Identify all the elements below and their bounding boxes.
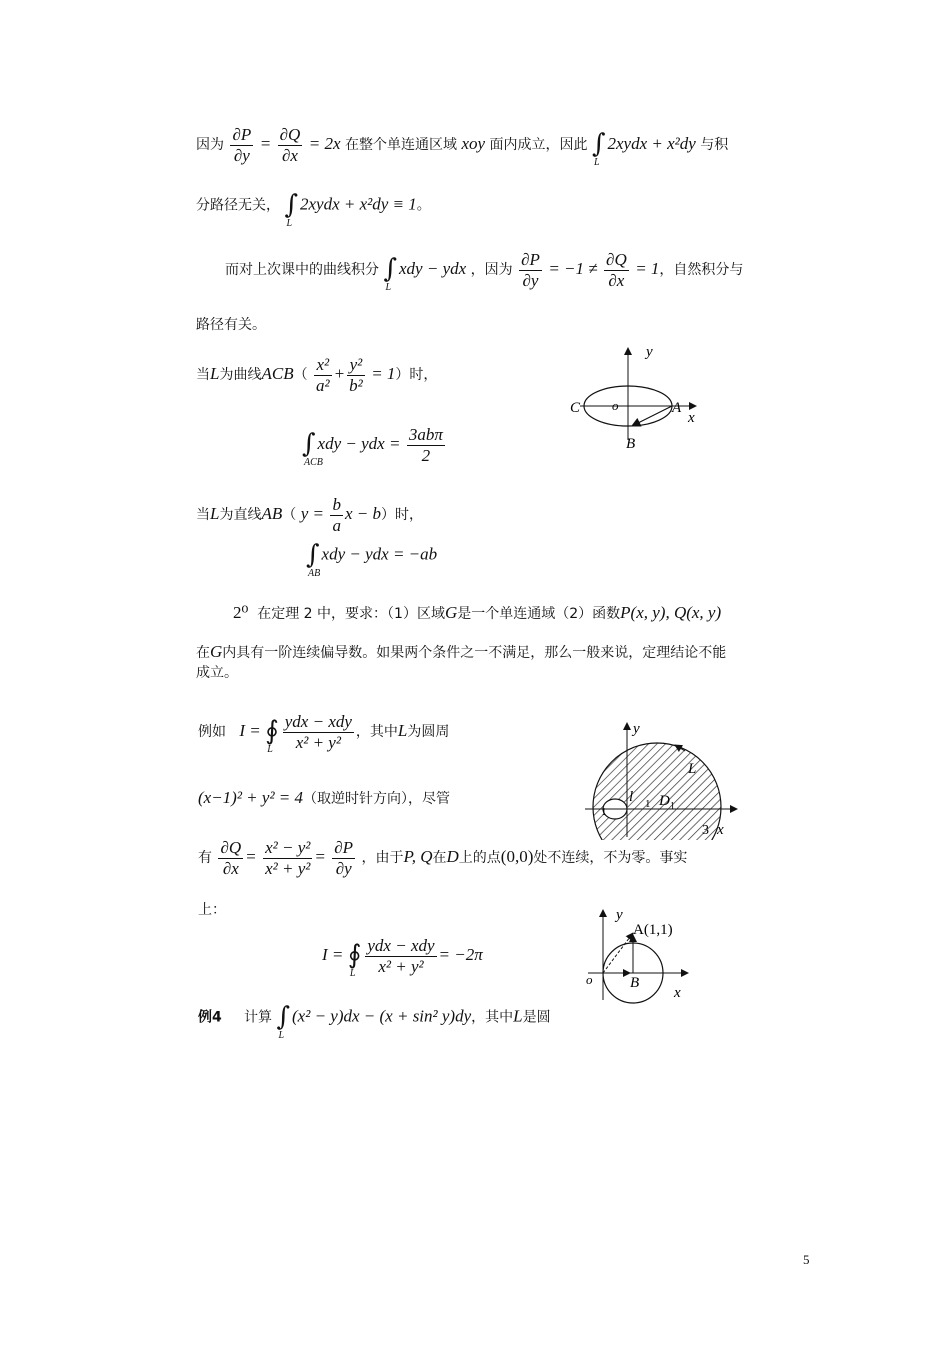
label-minus-one: 1 [601, 806, 607, 818]
label-y: y [646, 344, 653, 360]
integral-sign: ∫ L [591, 129, 606, 169]
frac-den: b² [349, 375, 363, 395]
label-d1-sub: 1 [670, 801, 675, 812]
integral-sub: L [349, 968, 356, 980]
integral-sign: ∫ L [276, 1002, 291, 1041]
text: 为曲线 [219, 367, 262, 384]
math: xoy [461, 134, 486, 154]
label-b: B [626, 436, 636, 452]
text: 与积 [700, 137, 729, 154]
math: xdy − ydx [399, 259, 467, 279]
math: P, Q [403, 847, 433, 867]
example-line-2 [198, 788, 450, 808]
contour-integral-sign: ∮ L [347, 940, 362, 980]
math: y = [300, 504, 324, 524]
math: L [210, 364, 220, 384]
text: 因为 [196, 137, 224, 154]
text: 当 [196, 367, 210, 384]
text: ）时， [380, 507, 423, 524]
text: 在整个单连通区域 [345, 137, 458, 154]
example-line-1 [198, 712, 450, 756]
label-one: 1 [645, 798, 651, 810]
math: xdy − ydx = −ab [321, 544, 438, 564]
frac-den: a² [316, 375, 330, 395]
text: 分路径无关， [196, 197, 280, 214]
math: = −2π [438, 945, 483, 965]
integral-sub: L [286, 218, 293, 229]
text: 是圆 [522, 1009, 551, 1026]
math: xdy − ydx = [317, 434, 401, 454]
line-1: 因为 $\frac{\partial P}{\partial y}$ = $\frac{\partial Q}{\partial x}$ = 2x 在整个单连通区域 xoy 面内成立，因此 ∫ L 2xydx + x²dy 与积 [196, 125, 729, 169]
integral-sub: ACB [304, 457, 323, 469]
frac-num: ∂Q [606, 250, 627, 269]
math: L [397, 721, 408, 741]
frac-num: ydx − xdy [367, 936, 435, 955]
math: ACB [261, 364, 294, 384]
frac-den: 2 [421, 445, 431, 465]
frac-num: ∂Q [279, 125, 301, 144]
text: 为圆周 [407, 724, 450, 741]
math: AB [261, 504, 283, 524]
text: 当 [196, 507, 210, 524]
text: 在 [432, 850, 447, 867]
math: D [446, 847, 459, 867]
note-line-1 [233, 603, 721, 623]
text: 是一个单连通域（2）函数 [457, 606, 621, 622]
case-1-formula [302, 425, 447, 469]
integral-sub: L [267, 744, 273, 756]
label-c: C [570, 400, 581, 416]
integral-sign: ∫ AB [306, 540, 321, 579]
text: 面内成立，因此 [489, 137, 588, 154]
frac-num: ∂P [521, 250, 540, 269]
math: (x² − y)dx − (x + sin² y)dy [292, 1006, 472, 1026]
example-line-4: 上： [198, 902, 226, 918]
math: G [444, 603, 458, 622]
frac-den: a [332, 515, 341, 535]
integral-sign: ∫ L [284, 190, 298, 229]
integral-sub: L [593, 157, 600, 169]
text: ，其中 [471, 1009, 514, 1026]
math: (x−1)² + y² = 4 [198, 788, 304, 807]
math: I = [239, 721, 261, 741]
page-number: 5 [803, 1252, 810, 1267]
text: 不为零。事实 [603, 850, 688, 867]
math: G [210, 642, 223, 661]
math: 2xydx + x²dy [607, 134, 696, 154]
label-b: B [630, 975, 640, 991]
text: 上的点 [458, 850, 501, 867]
text: （取逆时针方向），尽管 [303, 791, 451, 807]
label-a: A(1,1) [633, 922, 673, 938]
case-2-line [196, 495, 423, 535]
case-1-line [196, 355, 437, 395]
circle-region-figure [575, 715, 755, 840]
frac-num: ∂P [334, 838, 354, 857]
label-x: x [717, 822, 724, 838]
text: 。 [416, 197, 431, 214]
frac-num: ydx − xdy [284, 712, 352, 731]
frac-num: x² − y² [265, 838, 311, 857]
text: 有 [198, 850, 212, 867]
note-line-2 [196, 642, 726, 662]
frac-den: ∂y [233, 145, 250, 165]
note-line-3: 成立。 [196, 665, 238, 681]
frac-den: ∂y [522, 270, 539, 290]
frac-den: ∂x [222, 858, 239, 878]
frac-num: 3abπ [408, 425, 443, 444]
math: x − b [344, 504, 381, 524]
label-three: 3 [702, 823, 709, 838]
text: 而对上次课中的曲线积分 [225, 262, 379, 279]
math: P(x, y), Q(x, y) [620, 603, 722, 622]
example-4-line [198, 1002, 551, 1041]
text: ，因为 [470, 262, 513, 279]
label-x: x [674, 985, 681, 1001]
math: + [333, 364, 346, 384]
text: 处不连续， [533, 850, 604, 867]
text: ，由于 [361, 850, 404, 867]
math: L [210, 504, 220, 524]
text: ，其中 [355, 724, 398, 741]
text: 内具有一阶连续偏导数。如果两个条件之一不满足，那么一般来说，定理结论不能 [222, 645, 727, 661]
text: 计算 [244, 1009, 273, 1026]
label-curve-l: L [688, 761, 697, 777]
text: ）时， [395, 367, 438, 384]
label-y: y [616, 907, 623, 923]
math: 2xydx + x²dy ≡ 1 [300, 194, 417, 214]
label-l: l [629, 789, 634, 805]
circle-point-figure [578, 905, 698, 1005]
line-4: 路径有关。 [196, 317, 266, 333]
frac-den: ∂y [335, 858, 352, 878]
frac-num: y² [347, 355, 365, 376]
integral-sign: ∫ L [383, 254, 397, 294]
line-3 [225, 250, 744, 294]
math: = 2x [308, 134, 341, 154]
integral-sub: L [385, 282, 392, 294]
label-y: y [633, 721, 640, 737]
segment-oa [603, 933, 633, 973]
text: 例4 [198, 1009, 222, 1026]
frac-num: ∂P [232, 125, 252, 144]
label-d1: D [659, 793, 670, 809]
label-o: o [586, 972, 593, 987]
text: ，自然积分与 [659, 262, 744, 279]
frac-den: x² + y² [295, 732, 341, 752]
math: L [513, 1006, 523, 1026]
integral-sign: ∫ ACB [302, 429, 323, 469]
contour-integral-sign: ∮ L [265, 716, 279, 756]
math: (0,0) [500, 847, 534, 867]
label-x: x [688, 410, 695, 426]
text: （ [293, 367, 308, 384]
integral-sub: AB [308, 568, 321, 579]
integral-sub: L [278, 1030, 285, 1041]
frac-num: b [332, 495, 341, 514]
label-a: A [672, 400, 682, 416]
math: 2⁰ [233, 603, 249, 622]
frac-den: ∂x [608, 270, 625, 290]
example-result [322, 936, 483, 980]
ellipse-figure [560, 340, 710, 460]
text: 例如 [198, 724, 226, 741]
frac-num: x² [314, 355, 332, 376]
text: 在定理 2 中，要求：（1）区域 [257, 606, 445, 622]
math: = 1 [635, 259, 660, 279]
frac-den: x² + y² [378, 956, 424, 976]
line-2 [196, 190, 431, 229]
text: 为直线 [219, 507, 262, 524]
text: （ [282, 507, 297, 524]
frac-num: ∂Q [220, 838, 242, 857]
math: = 1 [371, 364, 396, 384]
example-line-3: 有 $\frac{\partial Q}{\partial x}$ = $\frac{\text{x² − y²}}{\text{x² + y²}}$ = $\frac{\partial P}{\partial y}$ ，由于P, Q在D上的点(0,0)处不连续，不为零。事实 [198, 838, 688, 878]
case-2-formula [306, 540, 438, 579]
frac-den: x² + y² [265, 858, 311, 878]
label-o: o [612, 398, 619, 413]
text: 在 [196, 645, 210, 661]
math: I = [322, 945, 344, 965]
frac-den: ∂x [282, 145, 298, 165]
math: = −1 ≠ [548, 259, 598, 279]
